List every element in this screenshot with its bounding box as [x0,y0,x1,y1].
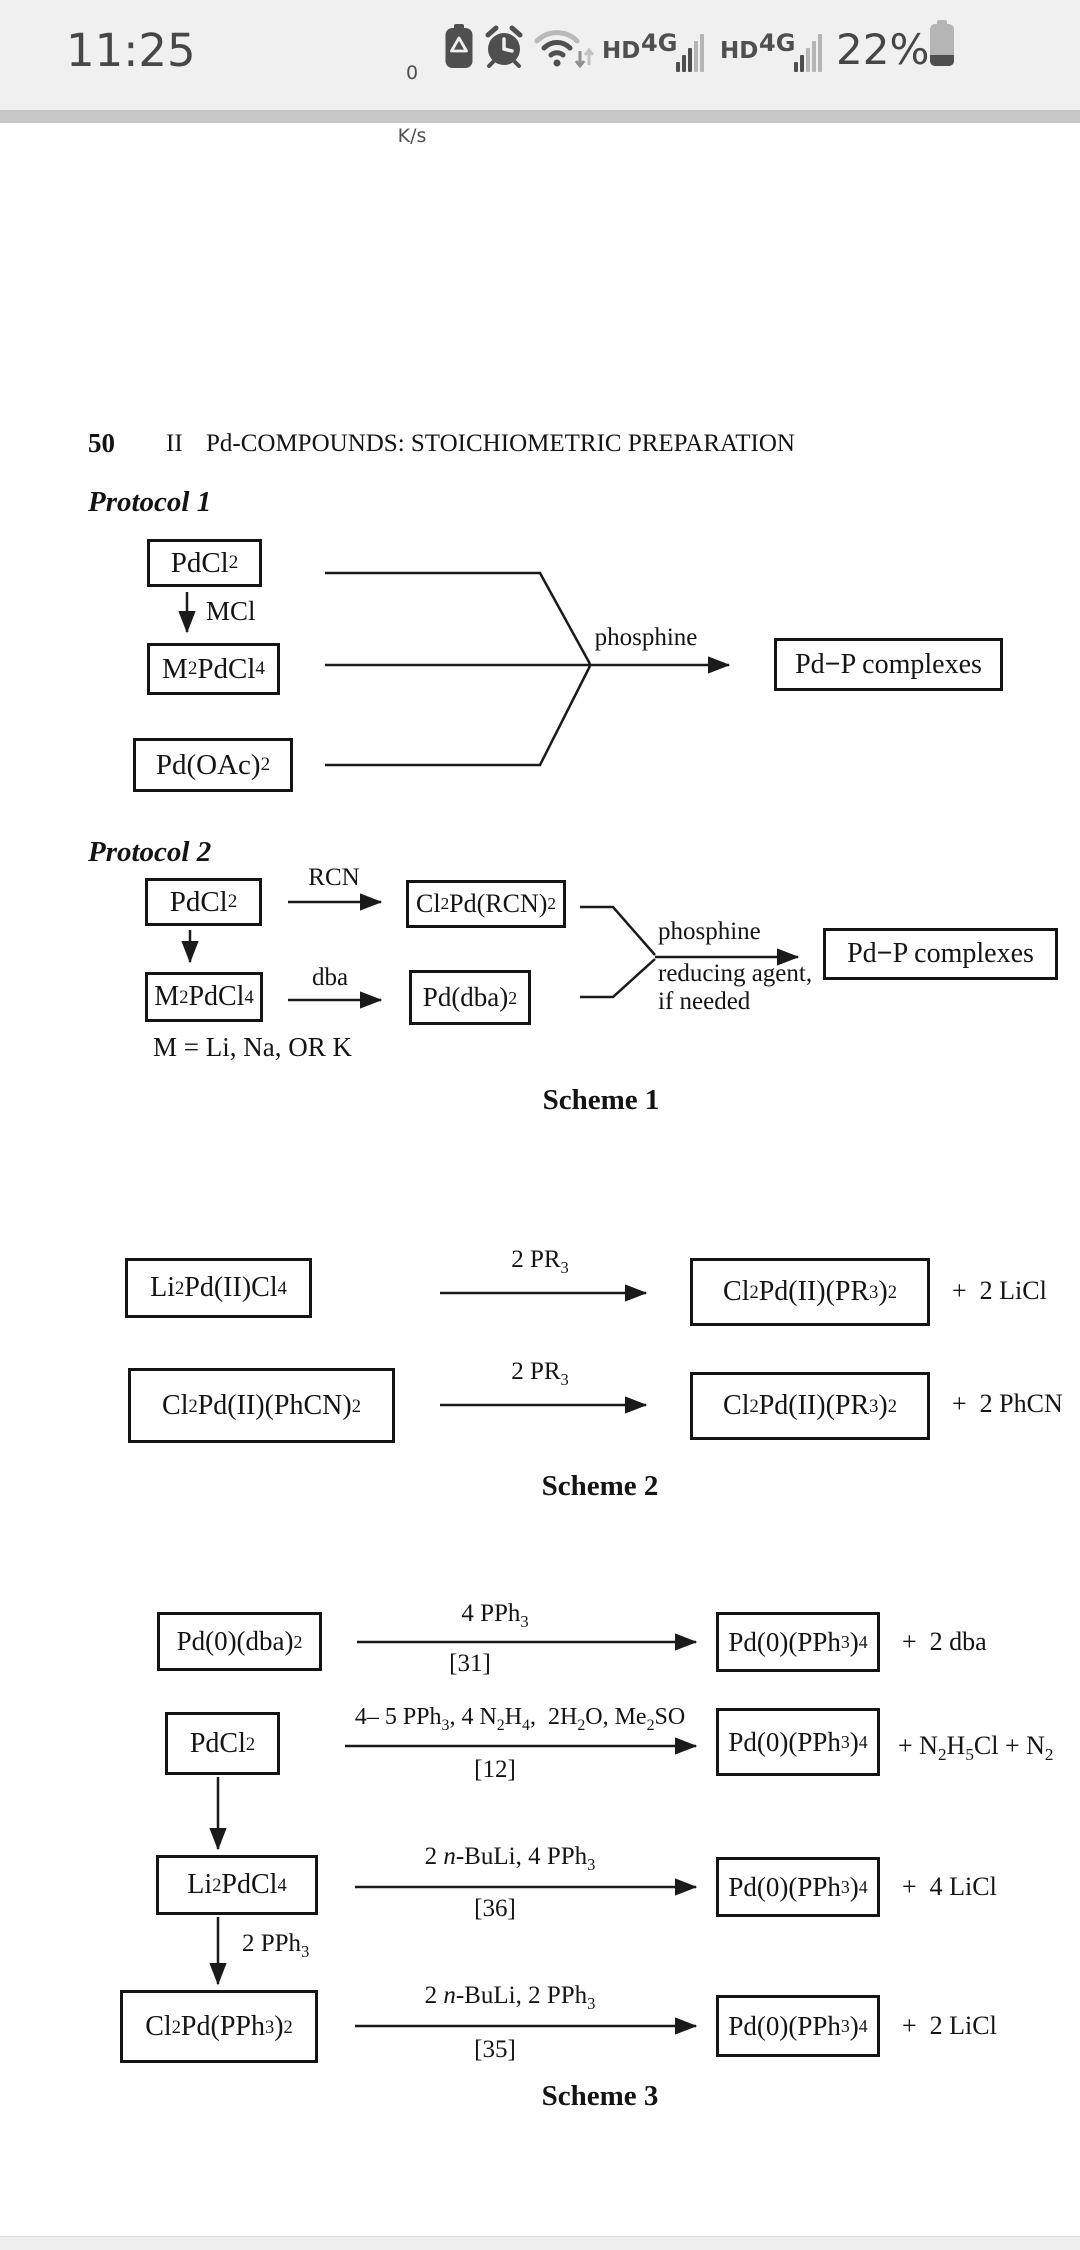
label-s2r2-reagent: 2 $PR_3$ [511,1358,569,1389]
label-s3r3-conditions: 2 n-BuLi, 4 PPh$_3$ [424,1843,596,1874]
chapter-numeral: II [166,430,183,457]
net-speed-value: 0 [405,62,419,84]
scheme1-caption: Scheme 1 [542,1084,660,1116]
box-p1-product: Pd − P complexes [774,638,1003,691]
scheme3-caption: Scheme 3 [541,2080,659,2112]
box-s3r2-reactant: PdCl 2 [165,1712,280,1775]
label-mcl: MCl [206,596,256,626]
wire-p2-bottom [580,959,655,997]
wire-p1-top [325,573,590,664]
sim1-network-badge: 4G [641,29,678,57]
box-s3r4-product: Pd(0)(PPh 3 ) 4 [716,1995,880,2057]
alarm-clock-icon [482,22,526,70]
protocol2-heading: Protocol 2 [88,836,212,868]
label-s3r1-ref: [31] [449,1650,491,1677]
box-s3r3-reactant: Li 2 PdCl 4 [156,1855,318,1915]
box-p2-pddba2: Pd(dba) 2 [409,970,531,1025]
label-dba: dba [311,964,349,991]
battery-percent-label: 22% [836,25,930,74]
sim2-network-badge: 4G [759,29,796,57]
label-s3r2-conditions: 4– 5 PPh$_3$, 4 $N_2H_4$, $2H_2O$, $Me_2SO$ [354,1704,686,1734]
label-s3r3-byproduct: + 4 LiCl [902,1872,997,1901]
label-if-needed: if needed [658,988,751,1015]
bottom-strip [0,2236,1080,2250]
label-s3r3-ref: [36] [474,1895,516,1922]
label-s3r4-byproduct: + 2 LiCl [902,2011,997,2040]
label-s2r1-byproduct: + 2 LiCl [952,1276,1047,1305]
label-s3r1-byproduct: + 2 dba [902,1627,987,1656]
sim1-signal-bars-icon [676,28,706,74]
status-bar-divider [0,110,1080,123]
label-s3r1-conditions: 4 PPh$_3$ [461,1600,529,1631]
box-p1-pdcl2: PdCl 2 [147,539,262,587]
status-bar [0,0,1080,147]
label-p1-phosphine: phosphine [594,624,698,651]
box-p1-pdoac2: Pd(OAc) 2 [133,738,293,792]
label-s3-vertical: 2 PPh$_3$ [242,1930,310,1961]
label-s3r2-ref: [12] [474,1756,516,1783]
status-time: 11:25 [66,24,196,77]
box-s3r2-product: Pd(0)(PPh 3 ) 4 [716,1708,880,1776]
box-p2-pdcl2: PdCl 2 [145,878,262,926]
wifi-updown-icon [532,24,594,72]
box-s2r2-product: Cl 2 Pd(II)(PR 3 ) 2 [690,1372,930,1440]
wire-p2-top [580,907,655,955]
label-rcn: RCN [308,864,360,891]
label-s3r4-ref: [35] [474,2036,516,2063]
scheme2-caption: Scheme 2 [541,1470,659,1502]
label-s3r4-conditions: 2 n-BuLi, 2 PPh$_3$ [424,1982,596,2013]
box-s2r1-reactant: Li 2 Pd(II)Cl 4 [125,1258,312,1318]
box-s2r2-reactant: Cl 2 Pd(II)(PhCN) 2 [128,1368,395,1443]
net-speed-unit: K/s [397,125,427,147]
box-s3r1-reactant: Pd(0)(dba) 2 [157,1612,322,1671]
box-p1-m2pdcl4: M 2 PdCl 4 [147,643,280,695]
box-p2-m2pdcl4: M 2 PdCl 4 [145,972,263,1022]
box-s3r1-product: Pd(0)(PPh 3 ) 4 [716,1612,880,1672]
label-s2r1-reagent: 2 $PR_3$ [511,1246,569,1277]
box-p2-product: Pd − P complexes [823,928,1058,980]
wire-p1-bottom [325,666,590,765]
label-s3r2-byproduct: + $N_2H_5Cl + N_2$ [898,1731,1054,1765]
label-s2r2-byproduct: + 2 PhCN [952,1389,1063,1418]
page-number: 50 [88,428,115,458]
protocol1-heading: Protocol 1 [88,486,212,518]
sim1-hd-badge: HD [602,38,641,64]
sim2-hd-badge: HD [720,38,759,64]
box-p2-cl2pdrcn2: Cl 2 Pd(RCN) 2 [406,880,566,928]
battery-icon [928,20,956,68]
sim2-signal-bars-icon [794,28,824,74]
battery-saver-icon [444,24,474,70]
label-p2-phosphine: phosphine [658,918,761,945]
running-title: Pd-COMPOUNDS: STOICHIOMETRIC PREPARATION [206,430,795,457]
metal-note: M = Li, Na, OR K [153,1032,352,1062]
box-s3r3-product: Pd(0)(PPh 3 ) 4 [716,1857,880,1917]
label-reducing-agent: reducing agent, [658,960,813,987]
box-s2r1-product: Cl 2 Pd(II)(PR 3 ) 2 [690,1258,930,1326]
box-s3r4-reactant: Cl 2 Pd(PPh 3 ) 2 [120,1990,318,2063]
